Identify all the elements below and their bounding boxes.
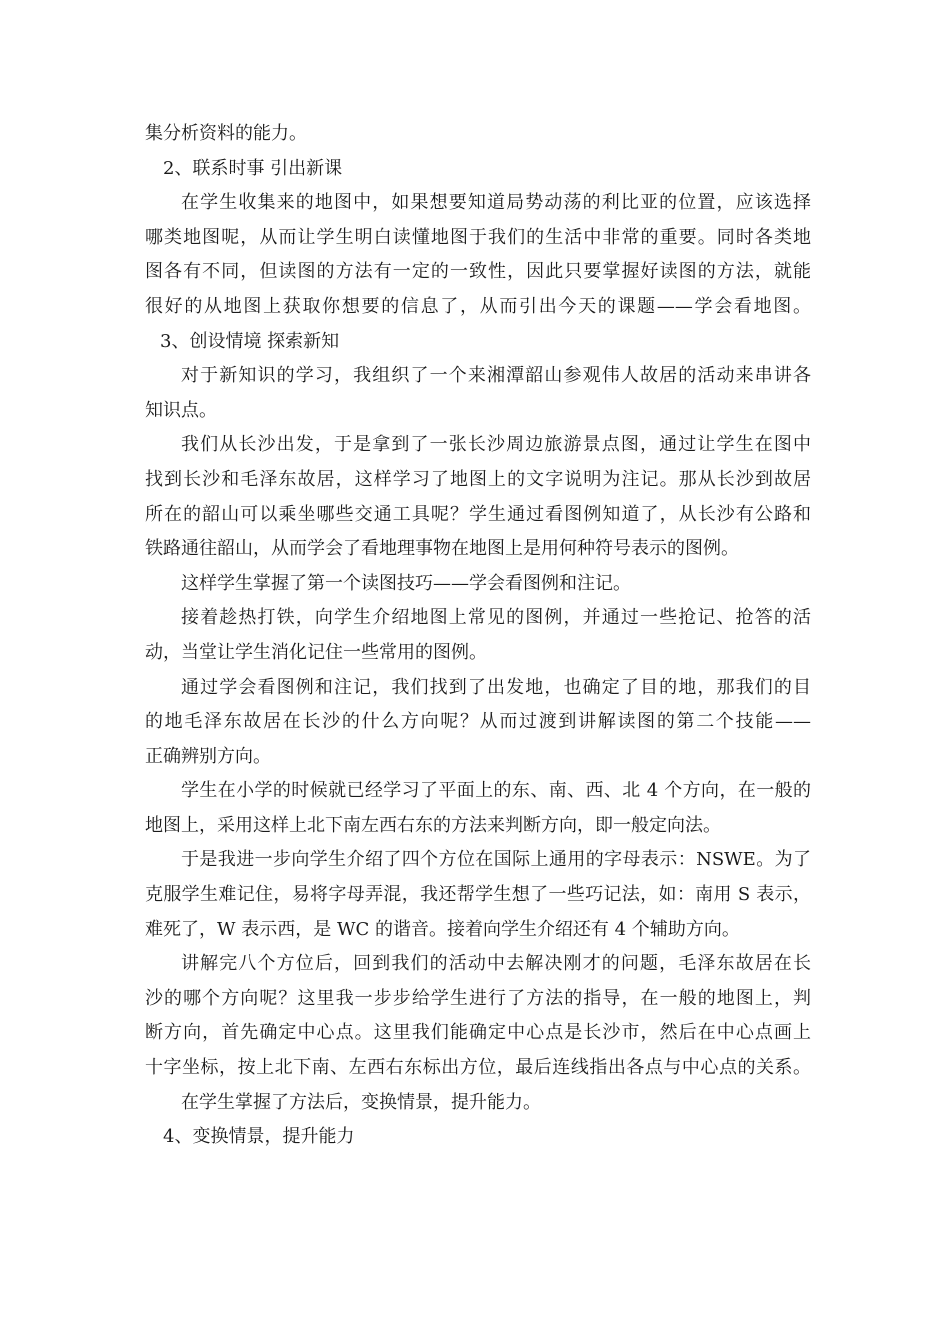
text-line: 在学生收集来的地图中，如果想要知道局势动荡的利比亚的位置，应该选择 xyxy=(181,192,811,214)
text-line: 3、创设情境 探索新知 xyxy=(160,330,340,352)
text-line: 断方向，首先确定中心点。这里我们能确定中心点是长沙市，然后在中心点画上 xyxy=(145,1022,811,1044)
text-line: 很好的从地图上获取你想要的信息了，从而引出今天的课题——学会看地图。 xyxy=(145,295,811,317)
text-line: 讲解完八个方位后，回到我们的活动中去解决刚才的问题，毛泽东故居在长 xyxy=(181,953,811,975)
text-line: 图各有不同，但读图的方法有一定的一致性，因此只要掌握好读图的方法，就能 xyxy=(145,261,811,283)
text-line: 找到长沙和毛泽东故居，这样学习了地图上的文字说明为注记。那从长沙到故居 xyxy=(145,468,811,490)
text-line: 的地毛泽东故居在长沙的什么方向呢？从而过渡到讲解读图的第二个技能—— xyxy=(145,711,811,733)
text-line: 接着趁热打铁，向学生介绍地图上常见的图例，并通过一些抢记、抢答的活 xyxy=(181,607,811,629)
text-line: 地图上，采用这样上北下南左西右东的方法来判断方向，即一般定向法。 xyxy=(145,814,721,836)
text-line: 4、变换情景，提升能力 xyxy=(163,1126,355,1148)
text-line: 所在的韶山可以乘坐哪些交通工具呢？学生通过看图例知道了，从长沙有公路和 xyxy=(145,503,811,525)
text-line: 集分析资料的能力。 xyxy=(145,123,307,144)
text-line: 沙的哪个方向呢？这里我一步步给学生进行了方法的指导，在一般的地图上，判 xyxy=(145,987,811,1009)
text-line: 2、联系时事 引出新课 xyxy=(163,157,343,179)
text-line: 十字坐标，按上北下南、左西右东标出方位，最后连线指出各点与中心点的关系。 xyxy=(145,1057,811,1079)
text-line: 哪类地图呢，从而让学生明白读懂地图于我们的生活中非常的重要。同时各类地 xyxy=(145,226,811,248)
text-line: 克服学生难记住，易将字母弄混，我还帮学生想了一些巧记法，如：南用 S 表示， xyxy=(145,884,811,906)
text-line: 在学生掌握了方法后，变换情景，提升能力。 xyxy=(181,1091,541,1113)
text-line: 我们从长沙出发，于是拿到了一张长沙周边旅游景点图，通过让学生在图中 xyxy=(181,434,811,456)
text-line: 正确辨别方向。 xyxy=(145,745,271,767)
text-line: 动，当堂让学生消化记住一些常用的图例。 xyxy=(145,641,487,663)
text-line: 通过学会看图例和注记，我们找到了出发地，也确定了目的地，那我们的目 xyxy=(181,676,811,698)
text-line: 对于新知识的学习，我组织了一个来湘潭韶山参观伟人故居的活动来串讲各 xyxy=(181,365,811,387)
text-line: 这样学生掌握了第一个读图技巧——学会看图例和注记。 xyxy=(181,572,631,594)
text-line: 学生在小学的时候就已经学习了平面上的东、南、西、北 4 个方向，在一般的 xyxy=(181,780,811,802)
text-line: 难死了，W 表示西，是 WC 的谐音。接着向学生介绍还有 4 个辅助方向。 xyxy=(145,918,740,940)
document-body xyxy=(145,117,811,1155)
text-line: 于是我进一步向学生介绍了四个方位在国际上通用的字母表示：NSWE。为了 xyxy=(181,849,811,871)
text-line: 铁路通往韶山，从而学会了看地理事物在地图上是用何种符号表示的图例。 xyxy=(145,538,739,560)
text-line: 知识点。 xyxy=(145,399,217,421)
